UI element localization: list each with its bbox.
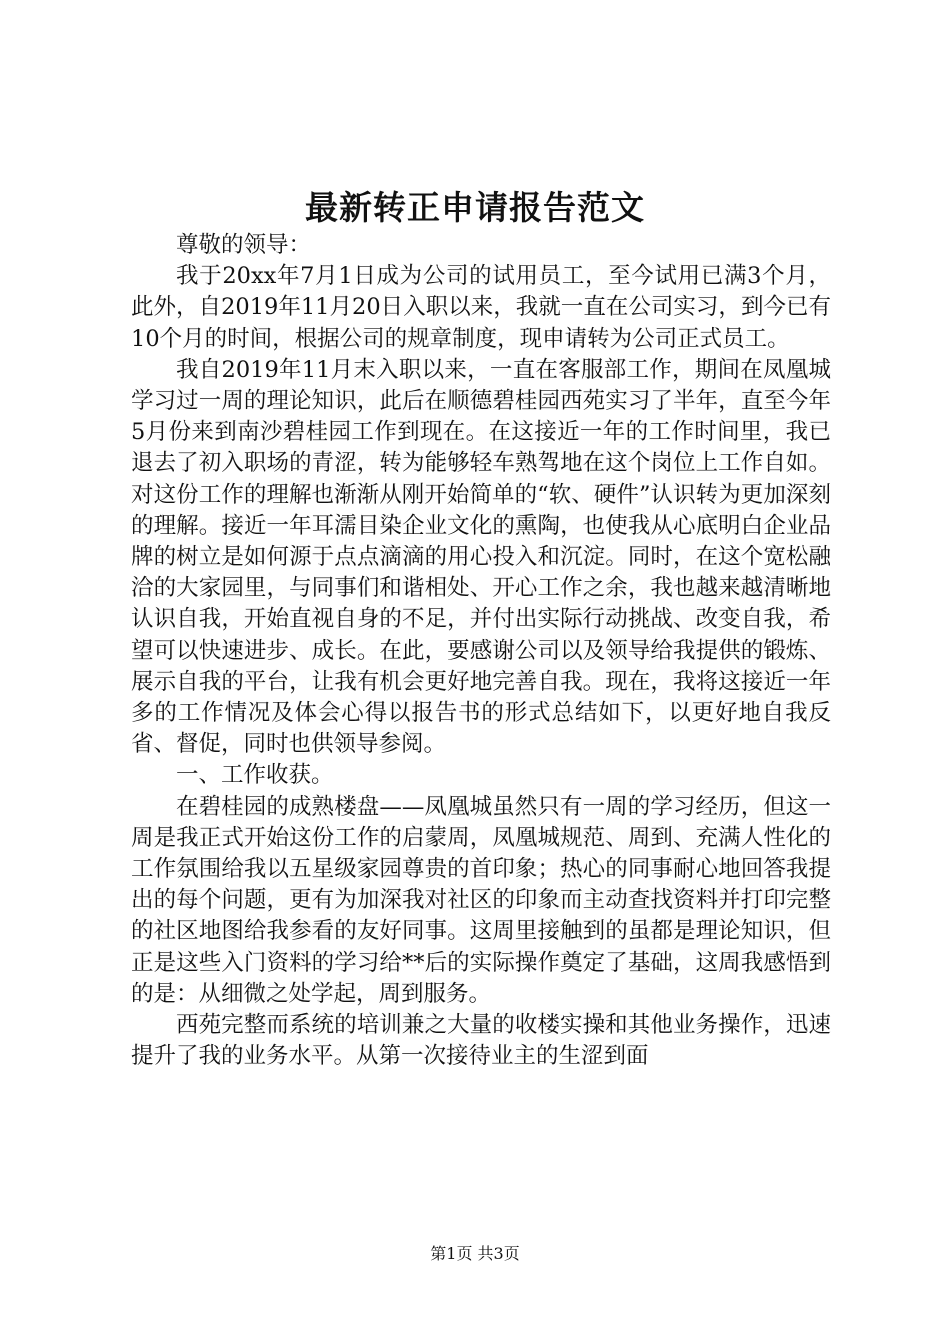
salutation-paragraph: 尊敬的领导： [176,232,312,258]
body-paragraph: 我自2019年11月末入职以来，一直在客服部工作，期间在凤凰城学习过一周的理论知识，此后在顺德碧桂园西苑实习了半年，直至今年5月份来到南沙碧桂园工作到现在。在这接近一年的工作时间里，我已退去了初入职场的青涩，转为能够轻车熟驾地在这个岗位上工作自如。对这份工作的理解也渐渐从刚开始简单的“软、硬件”认识转为更加深刻的理解。接近一年耳濡目染企业文化的熏陶，也使我从心底明白企业品牌的树立是如何源于点点滴滴的用心投入和沉淀。同时，在这个宽松融洽的大家园里，与同事们和谐相处、开心工作之余，我也越来越清晰地认识自我，开始直视自身的不足，并付出实际行动挑战、改变自我，希望可以快速进步、成长。在此，要感谢公司以及领导给我提供的锻炼、展示自我的平台，让我有机会更好地完善自我。现在，我将这接近一年多的工作情况及体会心得以报告书的形式总结如下，以更好地自我反省、督促，同时也供领导参阅。 [131,356,831,758]
body-paragraph: 西苑完整而系统的培训兼之大量的收楼实操和其他业务操作，迅速提升了我的业务水平。从第一次接待业主的生涩到面 [131,1012,831,1070]
page-number-footer: 第1页 共3页 [430,1244,520,1263]
body-paragraph: 我于20xx年7月1日成为公司的试用员工，至今试用已满3个月，此外，自2019年11月20日入职以来，我就一直在公司实习，到今已有10个月的时间，根据公司的规章制度，现申请转为公司正式员工。 [131,263,831,352]
section-heading: 一、工作收获。 [176,762,334,789]
body-paragraph: 在碧桂园的成熟楼盘——凤凰城虽然只有一周的学习经历，但这一周是我正式开始这份工作的启蒙周，凤凰城规范、周到、充满人性化的工作氛围给我以五星级家园尊贵的首印象；热心的同事耐心地回答我提出的每个问题，更有为加深我对社区的印象而主动查找资料并打印完整的社区地图给我参看的友好同事。这周里接触到的虽都是理论知识，但正是这些入门资料的学习给**后的实际操作奠定了基础，这周我感悟到的是：从细微之处学起，周到服务。 [131,793,831,1007]
document-body [131,230,831,1072]
document-title: 最新转正申请报告范文 [305,188,645,227]
